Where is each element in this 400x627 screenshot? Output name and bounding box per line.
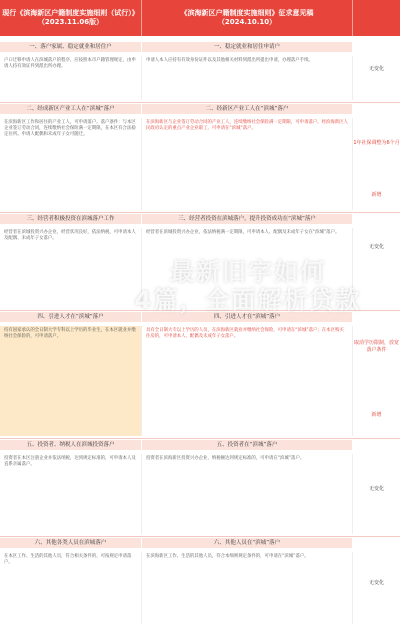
watermark-line-2: 4篇，全面解析贷款: [134, 286, 362, 314]
section-5-right: 五、投资者在“滨城”落户: [142, 440, 353, 450]
status-column-header: [353, 0, 400, 36]
watermark-line-1: 最新旧字如何: [170, 258, 326, 286]
section-6-status: 无变化: [368, 580, 384, 586]
left-header-title: 现行《滨海新区户籍制度实施细则（试行）》: [2, 9, 139, 17]
right-header-date: （2024.10.10）: [217, 18, 277, 26]
row-divider: [0, 102, 400, 103]
section-4-extra-status: 新增: [371, 412, 382, 418]
section-5-right-text: 投资者在滨海新区投资兴办企业，纳税额达到规定标准的，可申请在“滨城”落户。: [142, 454, 353, 534]
row-divider: [0, 536, 400, 537]
section-1-right: 一、稳定就业和居住申请户: [142, 42, 353, 52]
section-3-status: 无变化: [368, 244, 384, 250]
section-6-right: 六、其他人员在“滨城”落户: [142, 538, 353, 548]
section-6-left-text: 在本区工作、生活的其他人员，符合相关条件的，可按规定申请落户。: [0, 552, 142, 624]
section-4-right-text: 具有全日制大专以上学历的人员，在滨海新区就业并缴纳社会保险，可申请在“滨城”落户；在本区购买住房的，可申请本人、配偶及未成年子女落户。: [142, 326, 353, 436]
section-1-status: 无变化: [368, 66, 384, 72]
section-6-left: 六、其他各类人员在滨城落户: [0, 538, 142, 548]
section-1-right-text: 申请人本人应持有有效身份证件以及其他相关材料到派出所提出申请，办理落户手续。: [142, 56, 353, 100]
section-2-right: 二、经新区产业工人在“滨城”落户: [142, 104, 353, 114]
section-2-right-text: 在滨海新区与企业签订劳动合同的产业工人，连续缴纳社会保险满一定期限，可申请落户。经滨海新区人民政府认定的重点产业企业职工，可申请在“滨城”落户。: [142, 118, 353, 210]
section-5-left-text: 投资者在本区注册企业并依法纳税，达到规定标准的，可申请本人及直系亲属落户。: [0, 454, 142, 534]
section-4-left: 四、引进人才在“滨城”落户: [0, 312, 142, 322]
section-2-extra-status: 新增: [371, 192, 382, 198]
right-header-title: 《滨海新区户籍制度实施细则》征求意见稿: [180, 9, 314, 17]
row-divider: [0, 438, 400, 439]
right-column-header: [142, 0, 353, 36]
section-4-left-text: 持有国家承认的全日制大学专科以上学历的毕业生，在本区就业并缴纳社会保险的，可申请落户。: [0, 326, 142, 436]
section-2-left: 二、经成新区产业工人在“滨城”落户: [0, 104, 142, 114]
section-3-right: 三、经营者投资在滨城落户，提升投资成功在“滨城”落户: [142, 214, 353, 224]
section-4-right: 四、引进人才在“滨城”落户: [142, 312, 353, 322]
section-6-right-text: 在滨海新区工作、生活的其他人员，符合本细则规定条件的，可申请在“滨城”落户。: [142, 552, 353, 624]
left-header-date: （2023.11.06版）: [37, 18, 104, 26]
left-column-header: [0, 0, 142, 36]
section-2-status: 1年社保调整为6个月: [353, 140, 400, 146]
section-1-left-text: 户口迁移申请人在滨城落户的程序，应按照本市户籍管理规定，由申请人持有效证件到派出所办理。: [0, 56, 142, 100]
row-divider: [0, 212, 400, 213]
section-4-status: 取消学历限制，放宽落户条件: [353, 340, 399, 353]
section-5-left: 五、投资者、纳税人在滨城投资落户: [0, 440, 142, 450]
section-3-left: 三、经营者积极投资在滨城落户工作: [0, 214, 142, 224]
section-3-left-text: 经营者在滨城投资兴办企业，经营状况良好，依法纳税，可申请本人及配偶、未成年子女落户。: [0, 228, 142, 308]
row-divider: [0, 310, 400, 311]
section-2-left-text: 在滨海新区工作和居住的产业工人，可申请落户。落户条件：与本区企业签订劳动合同，连续缴纳社会保险满一定期限，在本区有合法稳定住所。申请人配偶和未成年子女可随迁。: [0, 118, 142, 210]
section-3-right-text: 经营者在滨城投资兴办企业，依法纳税满一定期限，可申请本人、配偶及未成年子女在“滨城”落户。: [142, 228, 353, 308]
section-1-left: 一、落户家属、稳定就业和居住户: [0, 42, 142, 52]
section-5-status: 无变化: [368, 486, 384, 492]
